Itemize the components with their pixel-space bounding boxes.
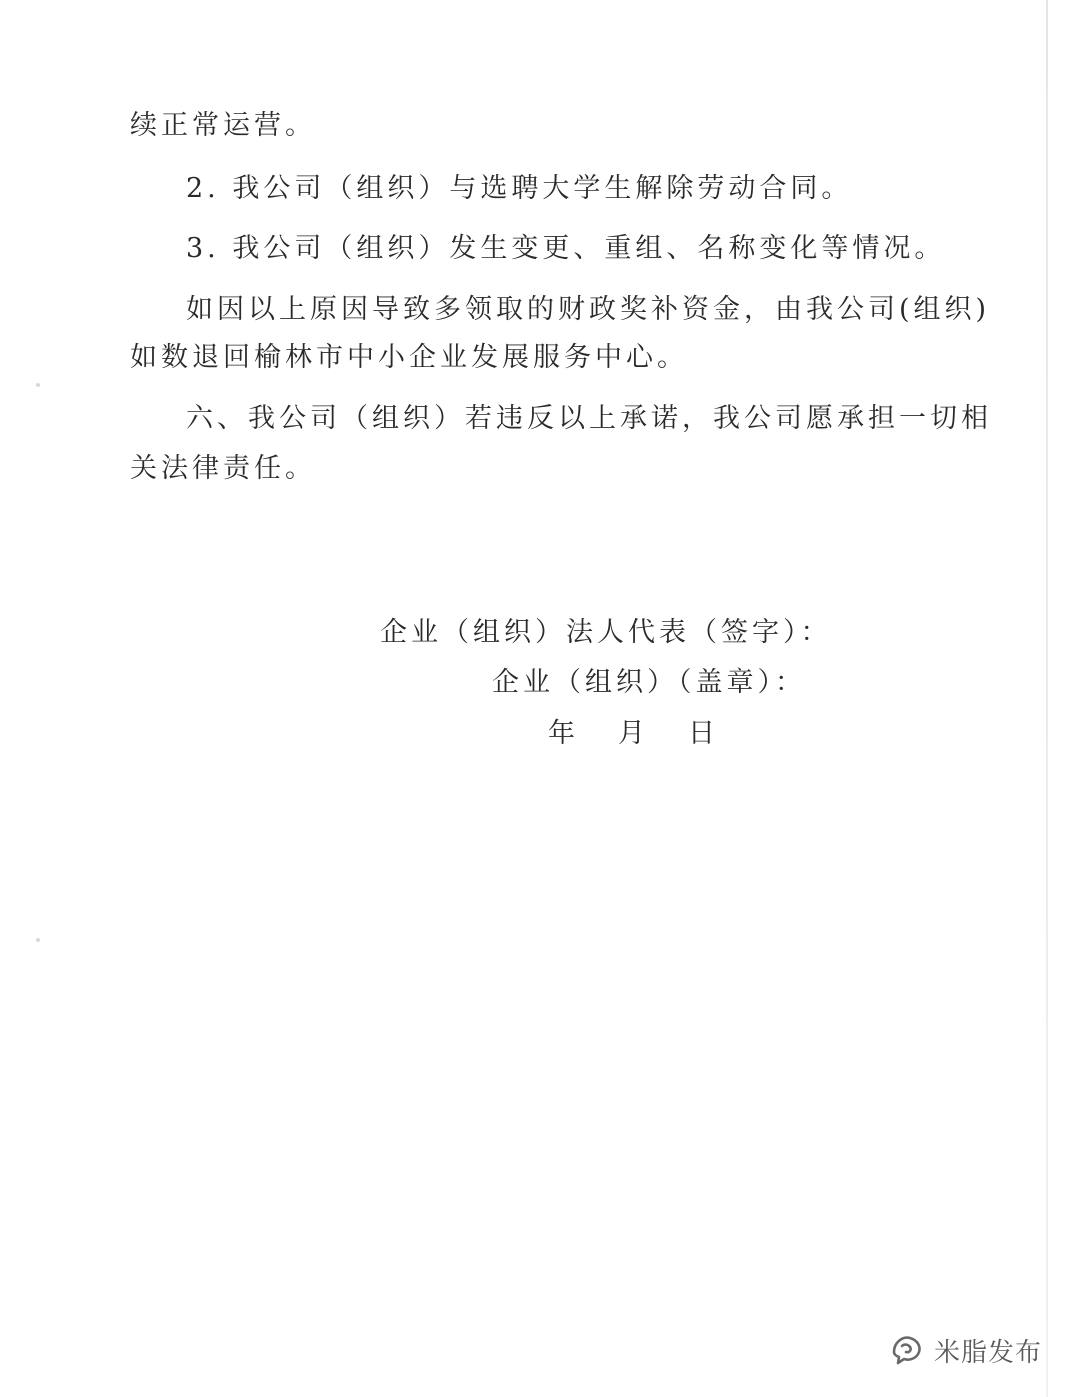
body-line-continuation: 续正常运营。 (130, 110, 316, 141)
watermark (888, 1330, 1058, 1370)
scan-dot (36, 383, 40, 387)
body-item-six-line1: 六、我公司（组织）若违反以上承诺，我公司愿承担一切相 (186, 403, 992, 434)
page-edge-line (1046, 0, 1048, 1397)
body-item-3: 3. 我公司（组织）发生变更、重组、名称变化等情况。 (186, 233, 946, 264)
scan-dot (36, 938, 40, 942)
wechat-official-account-icon (888, 1330, 928, 1370)
body-paragraph-refund-line2: 如数退回榆林市中小企业发展服务中心。 (130, 342, 688, 373)
date-day: 日 (688, 718, 719, 749)
date-month: 月 (618, 718, 649, 749)
body-paragraph-refund-line1: 如因以上原因导致多领取的财政奖补资金，由我公司(组织) (186, 294, 991, 325)
body-item-six-line2: 关法律责任。 (130, 453, 316, 484)
body-item-2: 2. 我公司（组织）与选聘大学生解除劳动合同。 (186, 173, 853, 204)
date-year: 年 (548, 718, 579, 749)
signature-legal-representative: 企业（组织）法人代表（签字）： (380, 617, 832, 648)
signature-seal: 企业（组织）（盖章）： (492, 667, 806, 698)
watermark-text: 米脂发布 (934, 1337, 1043, 1368)
